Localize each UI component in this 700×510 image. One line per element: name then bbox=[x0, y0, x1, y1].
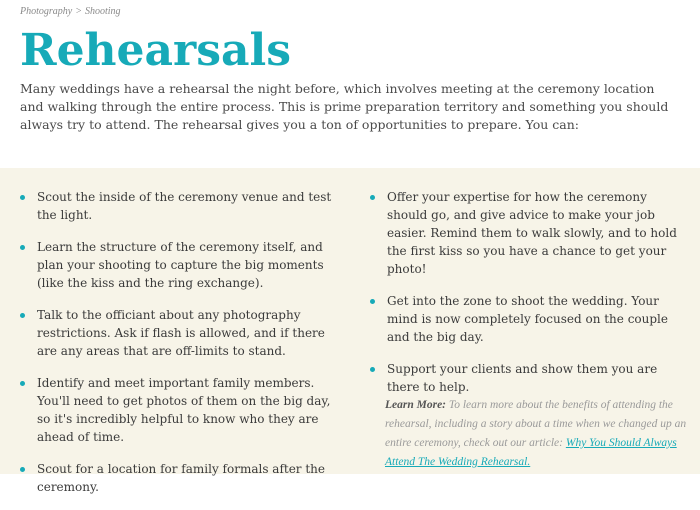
bullet-icon bbox=[20, 313, 25, 318]
learn-more-note bbox=[385, 396, 690, 472]
list-item-text: Get into the zone to shoot the wedding. Your mind is now completely focused on the couple and the big day. bbox=[387, 294, 668, 344]
learn-more-label: Learn More: bbox=[385, 399, 447, 411]
page-title: Rehearsals bbox=[20, 25, 292, 76]
bullet-icon bbox=[20, 467, 25, 472]
breadcrumb bbox=[20, 6, 121, 17]
learn-more-text: To learn more about the benefits of attending the rehearsal, including a story about a time when we changed up an entire ceremony, check out our article: bbox=[385, 399, 687, 449]
tips-list-left bbox=[20, 188, 332, 510]
list-item bbox=[370, 188, 682, 278]
tips-panel bbox=[0, 168, 700, 494]
breadcrumb-section[interactable]: Photography bbox=[20, 6, 73, 17]
bullet-icon bbox=[370, 195, 375, 200]
list-item-text: Scout for a location for family formals after the ceremony. bbox=[37, 462, 326, 494]
list-item-text: Identify and meet important family members. You'll need to get photos of them on the big day, so it's incredibly helpful to know who they are ahead of time. bbox=[37, 376, 331, 444]
bullet-icon bbox=[20, 245, 25, 250]
list-item-text: Talk to the officiant about any photography restrictions. Ask if flash is allowed, and if there are any areas that are off-limits to stand. bbox=[37, 308, 325, 358]
list-item bbox=[20, 188, 332, 224]
list-item bbox=[20, 374, 332, 446]
bullet-icon bbox=[370, 367, 375, 372]
bullet-icon bbox=[20, 381, 25, 386]
list-item bbox=[370, 292, 682, 346]
article-link[interactable]: Why You Should Always Attend The Wedding Rehearsal. bbox=[385, 437, 677, 468]
list-item bbox=[20, 306, 332, 360]
bullet-icon bbox=[370, 299, 375, 304]
breadcrumb-page[interactable]: Shooting bbox=[84, 6, 121, 17]
list-item-text: Learn the structure of the ceremony itself, and plan your shooting to capture the big moments (like the kiss and the ring exchange). bbox=[37, 240, 324, 290]
list-item-text: Offer your expertise for how the ceremony should go, and give advice to make your job easier. Remind them to walk slowly, and to hold the first kiss so you have a chance to get your photo! bbox=[387, 190, 677, 276]
list-item bbox=[20, 460, 332, 496]
list-item-text: Support your clients and show them you are there to help. bbox=[387, 362, 658, 394]
breadcrumb-separator: > bbox=[75, 6, 82, 17]
list-item-text: Scout the inside of the ceremony venue and test the light. bbox=[37, 190, 332, 222]
tips-list-right bbox=[370, 188, 682, 410]
list-item bbox=[370, 360, 682, 396]
list-item bbox=[20, 238, 332, 292]
bullet-icon bbox=[20, 195, 25, 200]
intro-paragraph: Many weddings have a rehearsal the night before, which involves meeting at the ceremony location and walking through the entire process. This is prime preparation territory and something you should always try to attend. The rehearsal gives you a ton of opportunities to prepare. You can: bbox=[20, 81, 669, 132]
